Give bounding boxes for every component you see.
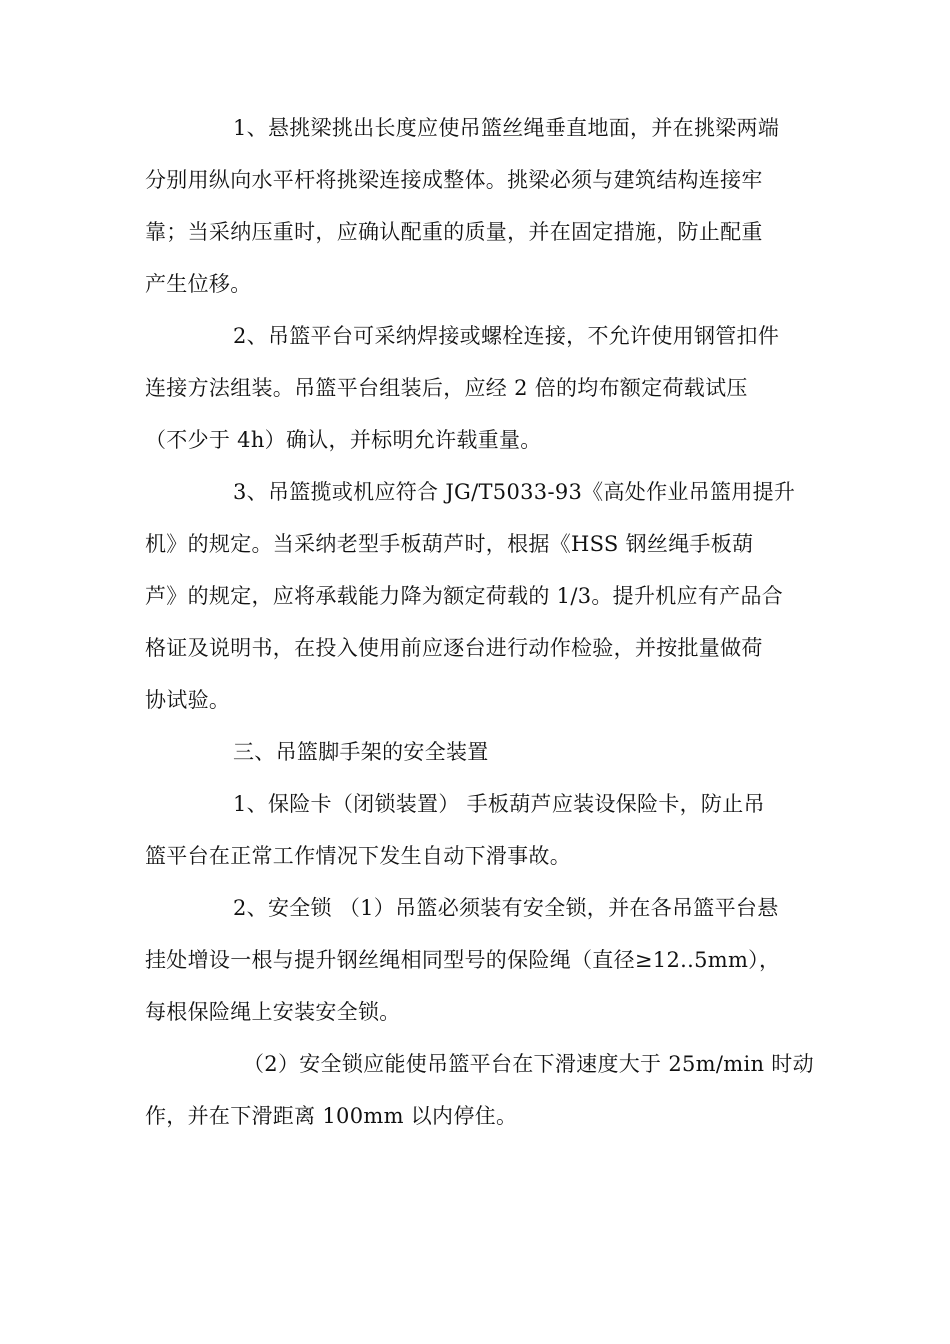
paragraph-5-line-2: 篮平台在正常工作情况下发生自动下滑事故。 <box>145 844 571 868</box>
paragraph-7-line-2: 作，并在下滑距离 100mm 以内停住。 <box>145 1104 518 1128</box>
paragraph-2-line-3: （不少于 4h）确认，并标明允许载重量。 <box>145 428 542 452</box>
paragraph-1-line-3: 靠；当采纳压重时，应确认配重的质量，并在固定措施，防止配重 <box>145 220 763 244</box>
paragraph-2-line-1: 2、吊篮平台可采纳焊接或螺栓连接，不允许使用钢管扣件 <box>233 324 780 348</box>
paragraph-6-line-1: 2、安全锁 （1）吊篮必须装有安全锁，并在各吊篮平台悬 <box>233 896 779 920</box>
paragraph-1-line-4: 产生位移。 <box>145 272 252 296</box>
paragraph-6-line-2: 挂处增设一根与提升钢丝绳相同型号的保险绳（直径≥12..5mm）， <box>145 948 781 972</box>
paragraph-3-line-2: 机》的规定。当采纳老型手板葫芦时，根据《HSS 钢丝绳手板葫 <box>145 532 754 556</box>
paragraph-2-line-2: 连接方法组装。吊篮平台组装后，应经 2 倍的均布额定荷载试压 <box>145 376 748 400</box>
paragraph-1-line-1: 1、悬挑梁挑出长度应使吊篮丝绳垂直地面，并在挑梁两端 <box>233 116 780 140</box>
paragraph-3-line-5: 协试验。 <box>145 688 231 712</box>
paragraph-3-line-4: 格证及说明书，在投入使用前应逐台进行动作检验，并按批量做荷 <box>145 636 763 660</box>
paragraph-7-line-1: （2）安全锁应能使吊篮平台在下滑速度大于 25m/min 时动 <box>243 1052 814 1076</box>
paragraph-5-line-1: 1、保险卡（闭锁装置） 手板葫芦应装设保险卡，防止吊 <box>233 792 765 816</box>
paragraph-1-line-2: 分别用纵向水平杆将挑梁连接成整体。挑梁必须与建筑结构连接牢 <box>145 168 763 192</box>
section-heading: 三、吊篮脚手架的安全装置 <box>233 740 489 764</box>
paragraph-6-line-3: 每根保险绳上安装安全锁。 <box>145 1000 401 1024</box>
paragraph-3-line-1: 3、吊篮揽或机应符合 JG/T5033-93《高处作业吊篮用提升 <box>233 480 796 504</box>
paragraph-3-line-3: 芦》的规定，应将承载能力降为额定荷载的 1/3。提升机应有产品合 <box>145 584 784 608</box>
